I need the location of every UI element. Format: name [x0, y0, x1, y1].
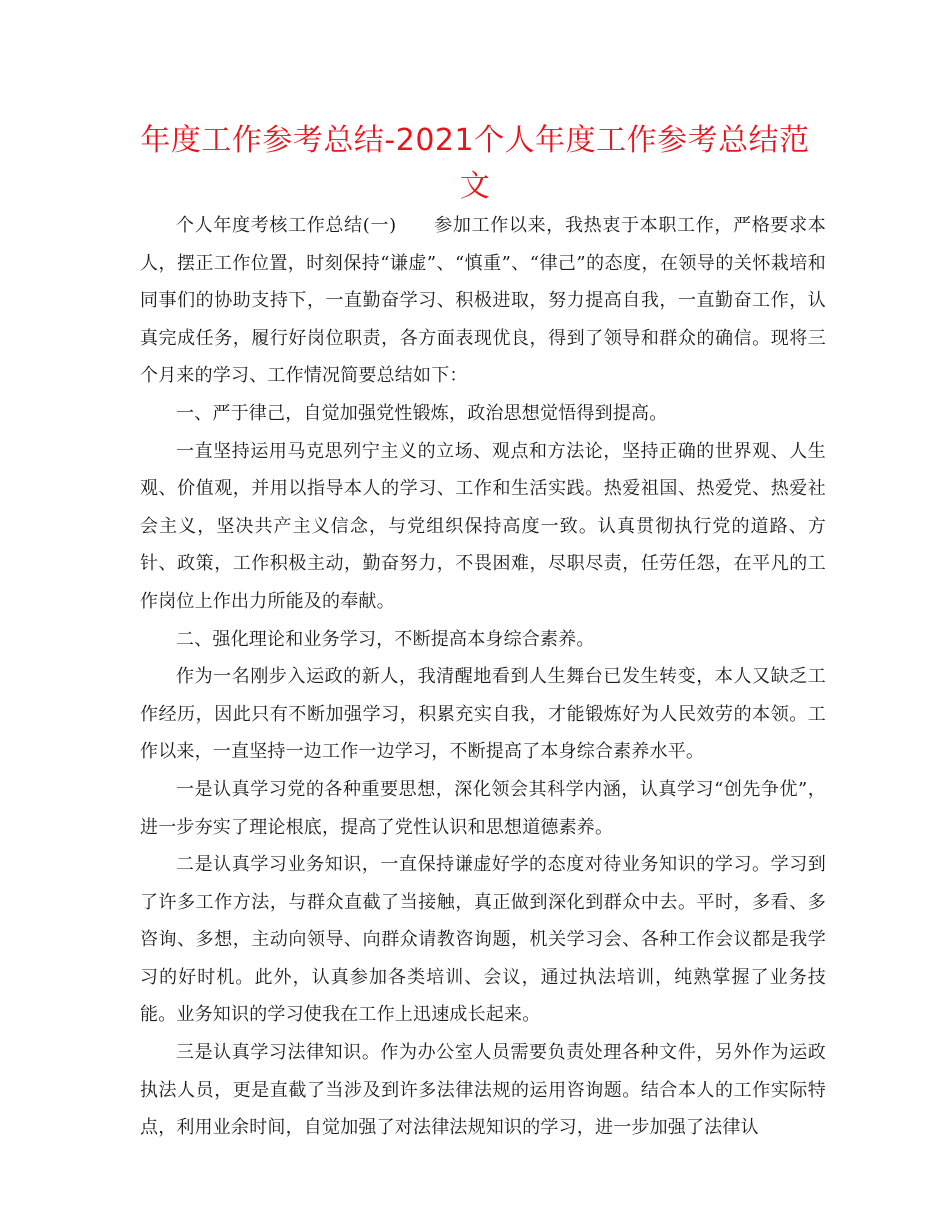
paragraph-intro: 个人年度考核工作总结(一) 参加工作以来，我热衷于本职工作，严格要求本人，摆正工作位置，时刻保持“谦虚”、“慎重”、“律己”的态度，在领导的关怀栽培和同事们的协助支持下，一直勤奋学习、积极进取，努力提高自我，一直勤奋工作，认真完成任务，履行好岗位职责，各方面表现优良，得到了领导和群众的确信。现将三个月来的学习、工作情况简要总结如下： [140, 215, 826, 387]
paragraph-heading-one: 一、严于律己，自觉加强党性锻炼，政治思想觉悟得到提高。 [176, 402, 668, 424]
paragraph-point-one: 一是认真学习党的各种重要思想，深化领会其科学内涵，认真学习“创先争优”，进一步夯实了理论根底，提高了党性认识和思想道德素养。 [140, 778, 826, 838]
paragraph-point-three: 三是认真学习法律知识。作为办公室人员需要负责处理各种文件，另外作为运政执法人员，更是直截了当涉及到许多法律法规的运用咨询题。结合本人的工作实际特点，利用业余时间，自觉加强了对法律法规知识的学习，进一步加强了法律认 [140, 1042, 826, 1139]
paragraph-point-two: 二是认真学习业务知识，一直保持谦虚好学的态度对待业务知识的学习。学习到了许多工作方法，与群众直截了当接触，真正做到深化到群众中去。平时，多看、多咨询、多想，主动向领导、向群众请教咨询题，机关学习会、各种工作会议都是我学习的好时机。此外，认真参加各类培训、会议，通过执法培训，纯熟掌握了业务技能。业务知识的学习使我在工作上迅速成长起来。 [140, 854, 826, 1026]
paragraph-political: 一直坚持运用马克思列宁主义的立场、观点和方法论，坚持正确的世界观、人生观、价值观，并用以指导本人的学习、工作和生活实践。热爱祖国、热爱党、热爱社会主义，坚决共产主义信念，与党组织保持高度一致。认真贯彻执行党的道路、方针、政策，工作积极主动，勤奋努力，不畏困难，尽职尽责，任劳任怨，在平凡的工作岗位上作出力所能及的奉献。 [140, 440, 826, 612]
document-title: 年度工作参考总结-2021个人年度工作参考总结范文 [140, 123, 810, 204]
paragraph-heading-two: 二、强化理论和业务学习，不断提高本身综合素养。 [176, 628, 595, 650]
paragraph-newcomer: 作为一名刚步入运政的新人，我清醒地看到人生舞台已发生转变，本人又缺乏工作经历，因此只有不断加强学习，积累充实自我，才能锻炼好为人民效劳的本领。工作以来，一直坚持一边工作一边学习，不断提高了本身综合素养水平。 [140, 666, 826, 763]
document-body [140, 207, 826, 1147]
